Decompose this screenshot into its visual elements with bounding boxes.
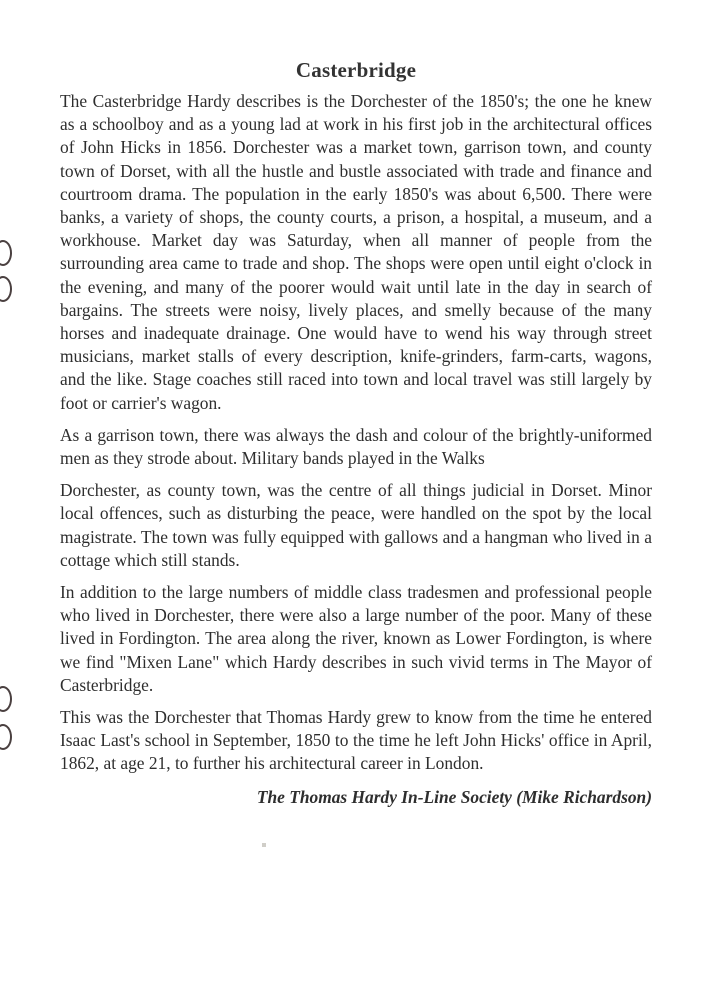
paragraph-garrison: As a garrison town, there was always the dash and colour of the brightly-uniformed men as they strode about. Military bands played in the Walks [60, 424, 652, 469]
binder-hole-mark [0, 686, 12, 712]
paragraph-judicial: Dorchester, as county town, was the centre of all things judicial in Dorset. Minor local offences, such as disturbing the peace, were handled on the spot by the local magistrate. The town was fully equipped with gallows and a hangman who lived in a cottage which still stands. [60, 480, 652, 570]
scan-speck [262, 843, 266, 847]
paragraph-poor: In addition to the large numbers of middle class tradesmen and professional people who lived in Dorchester, there were also a large number of the poor. Many of these lived in Fordington. The area along the river, known as Lower Fordington, is where we find "Mixen Lane" which Hardy describes in such vivid terms in The Mayor of Casterbridge. [60, 582, 652, 695]
document-title: Casterbridge [295, 58, 417, 82]
binder-hole-mark [0, 276, 12, 302]
paragraph-conclusion: This was the Dorchester that Thomas Hardy grew to know from the time he entered Isaac Last's school in September, 1850 to the time he left John Hicks' office in April, 1862, at age 21, to further his architectural career in London. [60, 707, 652, 774]
binder-hole-mark [0, 724, 12, 750]
paragraph-intro: The Casterbridge Hardy describes is the Dorchester of the 1850's; the one he knew as a schoolboy and as a young lad at work in his first job in the architectural offices of John Hicks in 1856. Dorchester was a market town, garrison town, and county town of Dorset, with all the hustle and bustle associated with trade and finance and courtroom drama. The population in the early 1850's was about 6,500. There were banks, a variety of shops, the county courts, a prison, a hospital, a museum, and a workhouse. Market day was Saturday, when all manner of people from the surrounding area came to trade and shop. The shops were open until eight o'clock in the evening, and many of the poorer would wait until late in the day in search of bargains. The streets were noisy, lively places, and smelly because of the many horses and inadequate drainage. One would have to wend his way through street musicians, market stalls of every description, knife-grinders, farm-carts, wagons, and the like. Stage coaches still raced into town and local travel was still largely by foot or carrier's wagon. [60, 91, 652, 413]
attribution: The Thomas Hardy In-Line Society (Mike Richardson) [256, 786, 652, 807]
binder-hole-mark [0, 240, 12, 266]
document-page [60, 56, 652, 809]
